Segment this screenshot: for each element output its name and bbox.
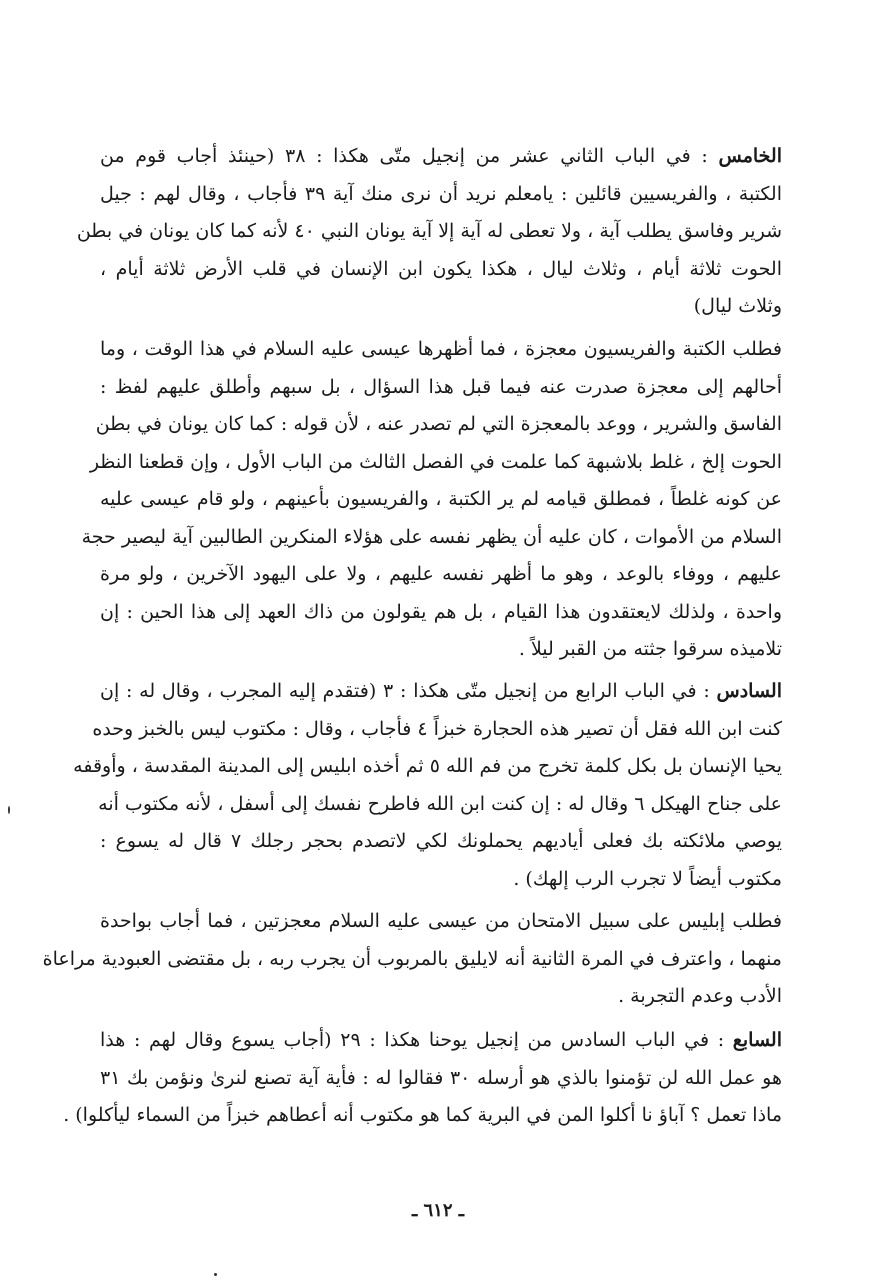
text-line: شرير وفاسق يطلب آية ، ولا تعطى له آية إلا آية يونان النبي ٤٠ لأنه كما كان يونان في بطن <box>76 220 782 242</box>
paragraph-commentary-1 <box>81 331 782 669</box>
text-line: السابع : في الباب السادس من إنجيل يوحنا هكذا : ٢٩ (أجاب يسوع وقال لهم : هذا <box>100 1029 782 1051</box>
scan-mark <box>214 1273 217 1276</box>
scan-mark <box>8 806 10 814</box>
text-line: هو عمل الله لن تؤمنوا بالذي هو أرسله ٣٠ فقالوا له : فأية آية تصنع لنرىٰ ونؤمن بك ٣١ <box>100 1066 782 1089</box>
text-line: مكتوب أيضاً لا تجرب الرب إلهك) . <box>513 867 782 890</box>
text-line: السلام من الأموات ، كان عليه أن يظهر نفسه على هؤلاء المنكرين الطالبين آية ليصير حجة <box>81 525 782 548</box>
text-line: فطلب الكتبة والفريسيون معجزة ، فما أظهرها عيسى عليه السلام في هذا الوقت ، وما <box>100 338 782 360</box>
text-line: الكتبة ، والفريسيين قائلين : يامعلم نريد أن نرى منك آية ٣٩ فأجاب ، وقال لهم : جيل <box>100 182 782 205</box>
text-line: يوصي ملائكته بك فعلى أياديهم يحملونك لكي لاتصدم بحجر رجلك ٧ قال له يسوع : <box>100 830 782 852</box>
paragraph-sadis <box>73 673 782 898</box>
paragraph-commentary-2 <box>42 903 782 1016</box>
text-line: كنت ابن الله فقل أن تصير هذه الحجارة خبزاً ٤ فأجاب ، وقال : مكتوب ليس بالخبز وحده <box>92 717 782 740</box>
paragraph-sabi <box>63 1022 782 1135</box>
section-heading: الخامس <box>718 145 782 167</box>
text-line: يحيا الإنسان بل بكل كلمة تخرج من فم الله ٥ ثم أخذه ابليس إلى المدينة المقدسة ، وأوقفه <box>73 755 782 777</box>
text-line: واحدة ، ولذلك لايعتقدون هذا القيام ، بل هم يقولون من ذاك العهد إلى هذا الحين : إن <box>100 600 782 623</box>
text-line: تلاميذه سرقوا جثته من القبر ليلاً . <box>518 638 782 660</box>
text-line: منهما ، واعترف في المرة الثانية أنه لايليق بالمربوب أن يجرب ربه ، بل مقتضى العبودية مراعاة <box>42 947 782 970</box>
text-line: ماذا تعمل ؟ آباؤ نا أكلوا المن في البرية كما هو مكتوب أنه أعطاهم خبزاً من السماء ليأكلوا) . <box>63 1104 782 1126</box>
text-line: الأدب وعدم التجربة . <box>618 985 782 1007</box>
paragraph-khamis <box>76 138 782 326</box>
text-line: عن كونه غلطاً ، فمطلق قيامه لم ير الكتبة ، والفريسيون بأعينهم ، ولو قام عيسى عليه <box>100 488 782 510</box>
text-line: أحالهم إلى معجزة صدرت عنه فيما قبل هذا السؤال ، بل سبهم وأطلق عليهم لفظ : <box>100 375 782 398</box>
text-line: فطلب إبليس على سبيل الامتحان من عيسى عليه السلام معجزتين ، فما أجاب بواحدة <box>100 910 782 932</box>
text-line: السادس : في الباب الرابع من إنجيل متّى هكذا : ٣ (فتقدم إليه المجرب ، وقال له : إن <box>100 680 782 702</box>
section-heading: السابع <box>732 1029 782 1051</box>
text-line: على جناح الهيكل ٦ وقال له : إن كنت ابن الله فاطرح نفسك إلى أسفل ، لأنه مكتوب أنه <box>98 792 782 815</box>
text-line: الحوت ثلاثة أيام ، وثلاث ليال ، هكذا يكون ابن الإنسان في قلب الأرض ثلاثة أيام ، <box>100 257 782 280</box>
text-line: عليهم ، ووفاء بالوعد ، وهو ما أظهر نفسه عليهم ، ولا على اليهود الآخرين ، ولو مرة <box>100 563 782 585</box>
text-line: الحوت إلخ ، غلط بلاشبهة كما علمت في الفصل الثالث من الباب الأول ، وإن قطعنا النظر <box>89 450 782 473</box>
text-line: وثلاث ليال) <box>693 295 782 317</box>
text-line: الفاسق والشرير ، ووعد بالمعجزة التي لم تصدر عنه ، لأن قوله : كما كان يونان في بطن <box>95 413 782 435</box>
page-number: ـ ٦١٢ ـ <box>411 1200 465 1221</box>
text-line: الخامس : في الباب الثاني عشر من إنجيل متّى هكذا : ٣٨ (حينئذ أجاب قوم من <box>100 145 782 167</box>
section-heading: السادس <box>716 680 782 702</box>
